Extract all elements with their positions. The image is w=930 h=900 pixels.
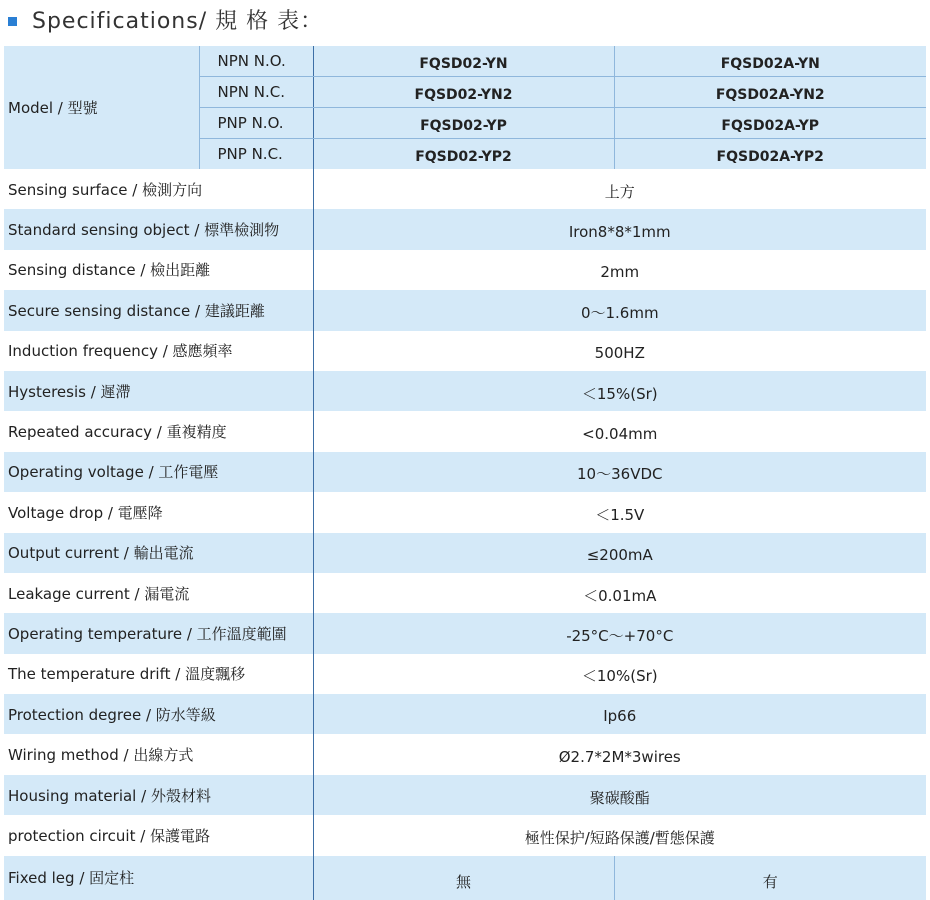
- spec-value: -25°C～+70°C: [313, 613, 926, 653]
- spec-row: [4, 613, 926, 653]
- spec-row: [4, 654, 926, 694]
- spec-row: [4, 169, 926, 209]
- spec-label: Leakage current / 漏電流: [4, 573, 313, 613]
- spec-value: ＜10%(Sr): [581, 667, 658, 686]
- spec-value: 聚碳酸酯: [313, 775, 926, 815]
- spec-value: 10～36VDC: [313, 452, 926, 492]
- spec-label: Wiring method / 出線方式: [4, 734, 313, 774]
- heading-text: Specifications/ 規 格 表：: [32, 8, 324, 34]
- spec-value: 2mm: [600, 262, 640, 281]
- spec-label: Sensing surface / 檢測方向: [4, 169, 313, 209]
- spec-value: 上方: [604, 182, 635, 201]
- spec-label: Operating temperature / 工作溫度範圍: [4, 613, 313, 653]
- spec-value: 無: [313, 856, 614, 900]
- fixed-leg-row: [4, 856, 926, 900]
- model-code: FQSD02A-YP2: [614, 139, 926, 170]
- output-type: PNP N.C.: [199, 139, 313, 170]
- spec-label: Secure sensing distance / 建議距離: [4, 290, 313, 330]
- spec-value: 極性保护/短路保護/暫態保護: [524, 828, 715, 847]
- spec-value: 0～1.6mm: [313, 290, 926, 330]
- spec-label: Repeated accuracy / 重複精度: [4, 411, 313, 451]
- spec-label: Hysteresis / 遲滯: [4, 371, 313, 411]
- spec-value: ＜15%(Sr): [313, 371, 926, 411]
- spec-row: [4, 694, 926, 734]
- spec-row: [4, 290, 926, 330]
- output-type: NPN N.O.: [199, 46, 313, 77]
- spec-row: [4, 452, 926, 492]
- model-code: FQSD02A-YN: [614, 46, 926, 77]
- spec-row: [4, 209, 926, 249]
- spec-label: Induction frequency / 感應頻率: [4, 331, 313, 371]
- spec-value: ＜0.01mA: [583, 586, 657, 605]
- section-heading: [8, 4, 323, 34]
- spec-value: 500HZ: [594, 343, 645, 362]
- spec-value: Iron8*8*1mm: [313, 209, 926, 249]
- spec-label: Voltage drop / 電壓降: [4, 492, 313, 532]
- bullet-square-icon: [8, 17, 17, 26]
- spec-label: Housing material / 外殼材料: [4, 775, 313, 815]
- spec-value: <0.04mm: [582, 424, 658, 443]
- spec-row: [4, 411, 926, 451]
- spec-value: ＜1.5V: [595, 505, 645, 524]
- model-code: FQSD02A-YP: [614, 108, 926, 139]
- spec-value: 有: [614, 856, 926, 900]
- spec-value: Ip66: [313, 694, 926, 734]
- spec-label: The temperature drift / 溫度飄移: [4, 654, 313, 694]
- spec-label: protection circuit / 保護電路: [4, 815, 313, 855]
- model-code: FQSD02A-YN2: [614, 77, 926, 108]
- model-row: [4, 46, 926, 77]
- spec-row: [4, 250, 926, 290]
- spec-row: [4, 371, 926, 411]
- spec-label: Operating voltage / 工作電壓: [4, 452, 313, 492]
- model-code: FQSD02-YN: [313, 46, 614, 77]
- spec-value: ≤200mA: [313, 533, 926, 573]
- spec-row: [4, 492, 926, 532]
- model-code: FQSD02-YP: [313, 108, 614, 139]
- spec-label: Output current / 輸出電流: [4, 533, 313, 573]
- spec-label: Standard sensing object / 標準檢測物: [4, 209, 313, 249]
- spec-row: [4, 533, 926, 573]
- spec-row: [4, 734, 926, 774]
- model-code: FQSD02-YN2: [313, 77, 614, 108]
- model-code: FQSD02-YP2: [313, 139, 614, 170]
- output-type: PNP N.O.: [199, 108, 313, 139]
- spec-row: [4, 775, 926, 815]
- output-type: NPN N.C.: [199, 77, 313, 108]
- spec-label: Protection degree / 防水等級: [4, 694, 313, 734]
- model-label: Model / 型號: [4, 46, 199, 169]
- spec-label: Fixed leg / 固定柱: [4, 856, 313, 900]
- spec-table: [4, 46, 926, 900]
- spec-value: Ø2.7*2M*3wires: [558, 747, 681, 766]
- spec-row: [4, 815, 926, 855]
- spec-label: Sensing distance / 檢出距離: [4, 250, 313, 290]
- spec-row: [4, 573, 926, 613]
- spec-row: [4, 331, 926, 371]
